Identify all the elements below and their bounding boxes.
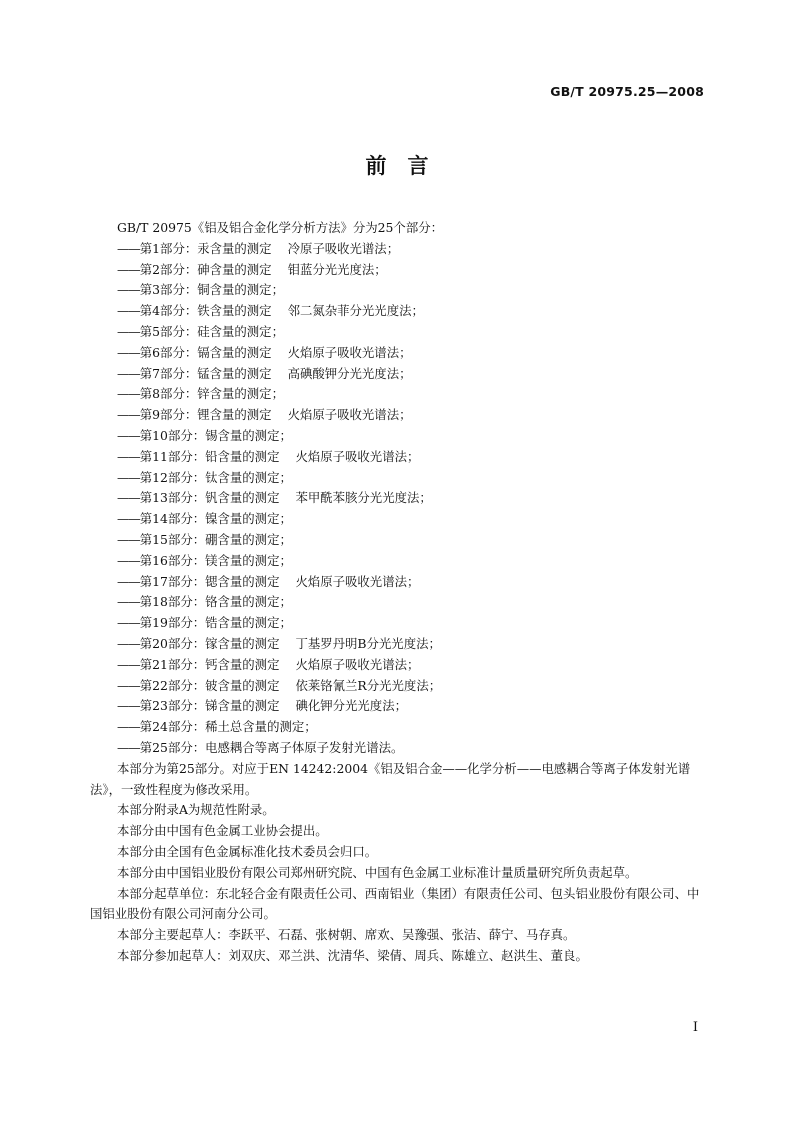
body-paragraph: 本部分起草单位：东北轻合金有限责任公司、西南铝业（集团）有限责任公司、包头铝业股份有限公司、中国铝业股份有限公司河南分公司。	[90, 885, 700, 922]
em-dash: ——	[117, 739, 140, 755]
part-item	[90, 738, 706, 759]
em-dash: ——	[117, 323, 140, 339]
part-label: 第19部分：锆含量的测定；	[139, 615, 292, 631]
em-dash: ——	[117, 552, 140, 568]
part-method: 依莱铬氰兰R分光光度法；	[295, 677, 442, 693]
body-paragraph: 本部分参加起草人：刘双庆、邓兰洪、沈清华、梁倩、周兵、陈雄立、赵洪生、董良。	[117, 947, 588, 963]
body-paragraph: 本部分由全国有色金属标准化技术委员会归口。	[117, 843, 378, 859]
paragraph-list	[90, 759, 706, 967]
em-dash: ——	[117, 365, 140, 381]
part-method: 高碘酸钾分光光度法；	[287, 365, 412, 381]
em-dash: ——	[117, 344, 140, 360]
body-paragraph: 本部分由中国有色金属工业协会提出。	[117, 823, 328, 839]
em-dash: ——	[117, 594, 140, 610]
part-item	[90, 322, 706, 343]
body-paragraph: 本部分附录A为规范性附录。	[117, 802, 275, 818]
part-item	[90, 280, 706, 301]
part-item	[90, 468, 706, 489]
em-dash: ——	[117, 635, 140, 651]
part-item	[90, 717, 706, 738]
em-dash: ——	[117, 469, 140, 485]
part-label: 第16部分：镁含量的测定；	[139, 552, 292, 568]
part-item	[90, 572, 706, 593]
body-paragraph: 本部分主要起草人：李跃平、石磊、张树朝、席欢、吴豫强、张洁、薛宁、马存真。	[117, 927, 576, 943]
part-method: 火焰原子吸收光谱法；	[295, 573, 420, 589]
part-label: 第2部分：砷含量的测定	[139, 261, 272, 277]
part-label: 第13部分：钒含量的测定	[139, 490, 280, 506]
part-method: 火焰原子吸收光谱法；	[295, 656, 420, 672]
part-label: 第12部分：钛含量的测定；	[139, 469, 292, 485]
part-method: 冷原子吸收光谱法；	[287, 240, 400, 256]
part-label: 第14部分：镍含量的测定；	[139, 511, 292, 527]
part-method: 碘化钾分光光度法；	[295, 698, 407, 714]
part-label: 第20部分：镓含量的测定	[139, 635, 280, 651]
part-label: 第17部分：锶含量的测定	[139, 573, 280, 589]
body-paragraph: 本部分由中国铝业股份有限公司郑州研究院、中国有色金属工业标准计量质量研究所负责起草。	[117, 864, 638, 880]
part-item	[90, 592, 706, 613]
em-dash: ——	[117, 240, 140, 256]
em-dash: ——	[117, 448, 140, 464]
part-label: 第3部分：铜含量的测定；	[139, 282, 284, 298]
part-method: 钼蓝分光光度法；	[287, 261, 387, 277]
part-label: 第25部分：电感耦合等离子体原子发射光谱法。	[139, 739, 404, 755]
page-number: I	[692, 1020, 698, 1035]
part-label: 第6部分：镉含量的测定	[139, 344, 272, 360]
body-paragraph: 本部分为第25部分。对应于EN 14242:2004《铝及铝合金——化学分析——电感耦合等离子体发射光谱法》，一致性程度为修改采用。	[90, 760, 691, 797]
intro-paragraph: GB/T 20975《铝及铝合金化学分析方法》分为25个部分：	[117, 220, 443, 235]
part-label: 第22部分：铍含量的测定	[139, 677, 280, 693]
em-dash: ——	[117, 677, 140, 693]
part-item	[90, 405, 706, 426]
part-item	[90, 301, 706, 322]
em-dash: ——	[117, 282, 140, 298]
part-method: 邻二氮杂菲分光光度法；	[287, 303, 424, 319]
em-dash: ——	[117, 490, 140, 506]
part-item	[90, 613, 706, 634]
part-item	[90, 364, 706, 385]
em-dash: ——	[117, 427, 140, 443]
part-item	[90, 509, 706, 530]
em-dash: ——	[117, 511, 140, 527]
part-label: 第23部分：锑含量的测定	[139, 698, 280, 714]
part-label: 第1部分：汞含量的测定	[139, 240, 272, 256]
part-method: 火焰原子吸收光谱法；	[295, 448, 420, 464]
part-item	[90, 384, 706, 405]
part-label: 第5部分：硅含量的测定；	[139, 323, 284, 339]
part-label: 第11部分：铅含量的测定	[139, 448, 280, 464]
part-label: 第21部分：钙含量的测定	[139, 656, 280, 672]
part-method: 火焰原子吸收光谱法；	[287, 344, 412, 360]
part-method: 火焰原子吸收光谱法；	[287, 407, 412, 423]
em-dash: ——	[117, 656, 140, 672]
part-method: 丁基罗丹明B分光光度法；	[295, 635, 441, 651]
standard-number: GB/T 20975.25—2008	[550, 84, 704, 99]
em-dash: ——	[117, 407, 140, 423]
part-item	[90, 655, 706, 676]
part-item	[90, 447, 706, 468]
part-label: 第18部分：铬含量的测定；	[139, 594, 292, 610]
part-label: 第10部分：锡含量的测定；	[139, 427, 292, 443]
part-item	[90, 488, 706, 509]
em-dash: ——	[117, 531, 140, 547]
em-dash: ——	[117, 573, 140, 589]
part-label: 第24部分：稀土总含量的测定；	[139, 719, 317, 735]
part-item	[90, 676, 706, 697]
part-method: 苯甲酰苯胲分光光度法；	[295, 490, 432, 506]
part-item	[90, 634, 706, 655]
part-label: 第15部分：硼含量的测定；	[139, 531, 292, 547]
document-body	[90, 218, 706, 967]
parts-list	[90, 239, 706, 759]
em-dash: ——	[117, 261, 140, 277]
part-item	[90, 530, 706, 551]
part-item	[90, 239, 706, 260]
em-dash: ——	[117, 386, 140, 402]
part-item	[90, 551, 706, 572]
part-item	[90, 343, 706, 364]
page-title: 前 言	[365, 154, 429, 178]
part-label: 第8部分：锌含量的测定；	[139, 386, 284, 402]
part-item	[90, 260, 706, 281]
part-item	[90, 696, 706, 717]
em-dash: ——	[117, 303, 140, 319]
em-dash: ——	[117, 719, 140, 735]
part-label: 第4部分：铁含量的测定	[139, 303, 272, 319]
part-item	[90, 426, 706, 447]
part-label: 第7部分：锰含量的测定	[139, 365, 272, 381]
em-dash: ——	[117, 698, 140, 714]
em-dash: ——	[117, 615, 140, 631]
part-label: 第9部分：锂含量的测定	[139, 407, 272, 423]
